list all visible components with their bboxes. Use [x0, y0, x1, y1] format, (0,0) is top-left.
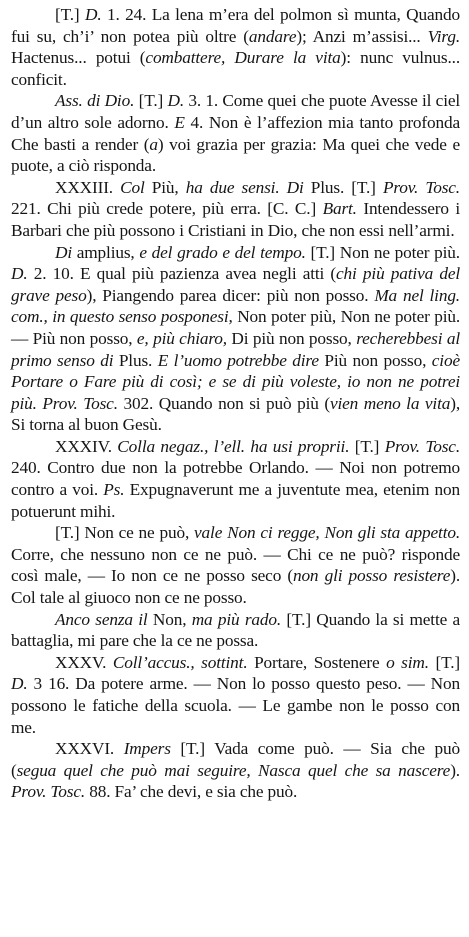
italic-text-run: Di — [55, 242, 72, 262]
italic-text-run: Prov. Tosc. — [384, 436, 460, 456]
italic-text-run: E l’uomo potrebbe dire — [157, 350, 319, 370]
text-run: ), Si torna al buon Gesù. — [11, 393, 465, 435]
text-run: 88. Fa’ che devi, e sia che può. — [85, 782, 298, 802]
italic-text-run: Col — [120, 177, 145, 197]
italic-text-run: Ps. — [103, 480, 125, 500]
dictionary-paragraph — [11, 90, 465, 176]
italic-text-run: Bart. — [322, 199, 357, 219]
italic-text-run: Prov. Tosc. — [382, 177, 460, 197]
text-run: [T.] Quando la si mette a battaglia, mi pare che la ce ne possa. — [11, 609, 465, 651]
italic-text-run: ha due sensi. Di — [185, 177, 304, 197]
text-run: Plus. [T.] — [303, 177, 383, 197]
text-run: [T.] Non ce ne può, — [55, 523, 195, 543]
text-run: Più non posso, — [318, 350, 432, 370]
text-run: Non, — [147, 609, 192, 629]
dictionary-paragraph — [11, 738, 465, 803]
text-run: Hactenus... potui ( — [11, 26, 465, 68]
text-run: 3. 1. Come quei che puote Avesse il ciel d’un altro sole adorno. — [11, 91, 465, 132]
dictionary-paragraph — [11, 436, 465, 522]
text-run: [T.] — [349, 436, 385, 456]
text-run: Più, — [144, 177, 186, 197]
italic-text-run: E — [174, 112, 185, 132]
text-run: 1. 24. La lena m’era del polmon sì munta, Quando fui su, ch’i’ non potea più oltre ( — [11, 5, 465, 46]
text-run: Plus. — [113, 350, 158, 370]
text-run: ). Col tale al giuoco non ce ne posso. — [11, 566, 465, 608]
italic-text-run: Ass. di Dio. — [55, 91, 135, 111]
italic-text-run: e, più chiaro, — [136, 328, 227, 348]
italic-text-run: o sim. — [386, 652, 429, 672]
text-run: 221. Chi più crede potere, più erra. [C. C.] — [11, 177, 465, 219]
text-run: Corre, che nessuno non ce ne può. — Chi ce ne può? risponde così male, — Io non ce ne posso seco ( — [11, 523, 465, 586]
text-run: Expugnaverunt me a juventute mea, etenim non potuerunt mihi. — [11, 480, 465, 521]
dictionary-paragraph — [11, 242, 465, 436]
italic-text-run: D. — [167, 91, 184, 111]
text-run: ) voi grazia per grazia: Ma quei che vede e puote, a ciò risponda. — [11, 134, 465, 176]
text-run: 3 16. Da potere arme. — Non lo posso questo peso. — Non possono le fatiche della scuola. — Le gambe non le posso con me. — [11, 674, 465, 737]
italic-text-run: Impers — [123, 739, 171, 759]
italic-text-run: e del grado e del tempo. — [139, 242, 306, 262]
dictionary-paragraph — [11, 652, 465, 738]
text-run: 302. Quando non si può più ( — [117, 393, 330, 413]
italic-text-run: D. — [11, 264, 28, 284]
text-run: [T.] — [55, 5, 85, 24]
italic-text-run: D. — [84, 5, 102, 24]
italic-text-run: D. — [11, 674, 28, 694]
italic-text-run: cioè Portare o Fare più di così; e se di più voleste, io non ne potrei più. Prov. Tosc. — [11, 350, 465, 413]
text-run: 4. Non è l’affezion mia tanto profonda Che basti a render ( — [11, 112, 465, 154]
italic-text-run: Virg. — [427, 26, 460, 46]
text-run: XXXVI. — [55, 739, 124, 759]
italic-text-run: a — [149, 134, 158, 154]
text-run: Portare, Sostenere — [247, 652, 387, 672]
text-run: [T.] — [134, 91, 168, 111]
italic-text-run: recherebbesi al primo senso di — [11, 328, 465, 370]
italic-text-run: vien meno la vita — [329, 393, 451, 413]
italic-text-run: Prov. Tosc. — [11, 782, 86, 802]
text-run: XXXIII. — [55, 177, 121, 197]
text-run: ). — [450, 760, 465, 780]
text-run: XXXIV. — [55, 436, 118, 456]
italic-text-run: non gli posso resistere — [292, 566, 451, 586]
italic-text-run: Ma nel ling. com., in questo senso posponesi, — [11, 285, 465, 327]
italic-text-run: Colla negaz., l’ell. ha usi proprii. — [117, 436, 350, 456]
text-run: amplius, — [71, 242, 140, 262]
italic-text-run: andare — [248, 26, 297, 46]
italic-text-run: ma più rado. — [191, 609, 282, 629]
italic-text-run: Anco senza il — [55, 609, 148, 629]
text-run: [T.] Non ne poter più. — [305, 242, 465, 262]
text-run: XXXV. — [55, 652, 113, 672]
text-run: 240. Contro due non la potrebbe Orlando. — Noi non potremo contro a voi. — [11, 436, 465, 500]
italic-text-run: chi più pativa del grave peso — [11, 264, 465, 305]
text-run: 2. 10. E qual più pazienza avea negli atti ( — [27, 264, 337, 284]
text-run: Di più non posso, — [226, 328, 357, 348]
italic-text-run: Coll’accus., sottint. — [112, 652, 248, 672]
text-run: [T.] — [428, 652, 465, 672]
dictionary-paragraph — [11, 609, 465, 652]
dictionary-paragraph — [11, 522, 465, 608]
text-run: Intendessero i Barbari che più possono i Cristiani in Dio, che non essi nell’armi. — [11, 199, 465, 240]
dictionary-paragraph — [11, 4, 465, 90]
italic-text-run: combattere, Durare la vita — [145, 48, 341, 68]
text-run: ), Piangendo parea dicer: più non posso. — [86, 285, 375, 305]
italic-text-run: vale Non ci regge, Non gli sta appetto. — [194, 523, 461, 543]
text-run: ); Anzi m’assisi... — [296, 26, 428, 46]
text-run: Non poter più, Non ne poter più. — Più non posso, — [11, 307, 465, 348]
italic-text-run: segua quel che può mai seguire, Nasca quel che sa nascere — [16, 760, 451, 780]
dictionary-paragraph — [11, 177, 465, 242]
text-run: [T.] Vada come può. — Sia che può ( — [11, 739, 465, 780]
text-run: ): nunc vulnus... conficit. — [11, 48, 465, 89]
